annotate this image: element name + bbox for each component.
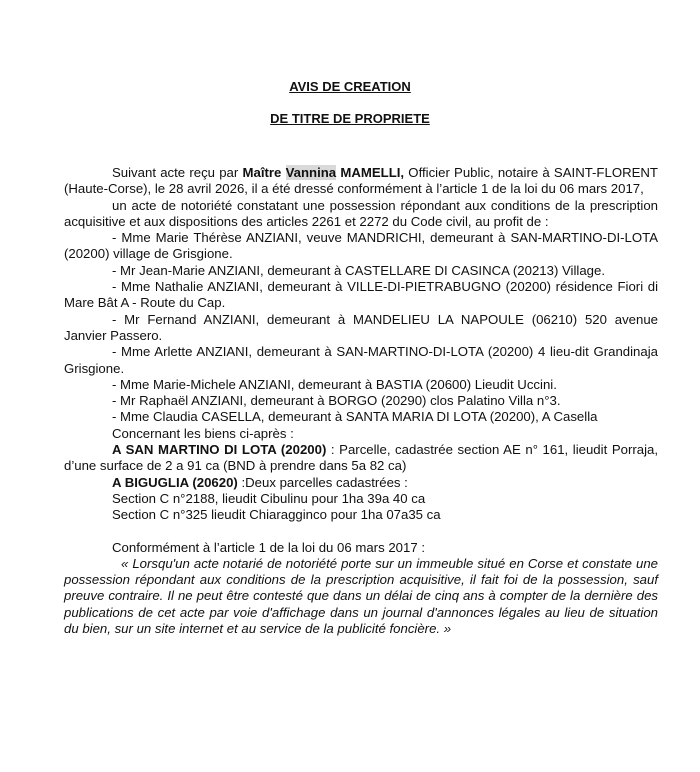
intro-paragraph xyxy=(64,165,658,198)
property-place: A SAN MARTINO DI LOTA (20200) xyxy=(112,442,327,458)
notice-body xyxy=(64,165,658,637)
notary-last-name: MAMELLI xyxy=(336,165,401,180)
intro-rest: Officier Public, notaire à SAINT-FLORENT (Haute-Corse), le 28 avril 2026, il a été dressé conformément à l’article 1 de la loi du 06 mars 2017, xyxy=(64,165,658,197)
beneficiary-item: - Mr Raphaël ANZIANI, demeurant à BORGO (20290) clos Palatino Villa n°3. xyxy=(112,393,561,409)
biens-intro: Concernant les biens ci-après : xyxy=(112,425,294,441)
property-biguglia xyxy=(64,475,658,491)
intro-lead: Suivant acte reçu par xyxy=(112,165,243,180)
beneficiary-item: - Mme Nathalie ANZIANI, demeurant à VILLE-DI-PIETRABUGNO (20200) résidence Fiori di Mare Bât A - Route du Cap. xyxy=(64,279,658,311)
beneficiary-item: - Mme Marie-Michele ANZIANI, demeurant à BASTIA (20600) Lieudit Uccini. xyxy=(112,376,557,392)
beneficiary-item: - Mr Fernand ANZIANI, demeurant à MANDELIEU LA NAPOULE (06210) 520 avenue Janvier Passero. xyxy=(64,311,658,343)
property-san-martino xyxy=(64,442,658,475)
notary-first-name: Vannina xyxy=(285,165,337,180)
notary-title: Maître xyxy=(242,165,286,180)
notice-subtitle: DE TITRE DE PROPRIETE xyxy=(270,111,430,126)
notary-comma: , xyxy=(400,165,405,180)
law-quote: « Lorsqu'un acte notarié de notoriété porte sur un immeuble situé en Corse et constate une possession répondant aux conditions de la prescription acquisitive, il fait foi de la possession, sauf preuve contraire. Il ne peut être contesté que dans un délai de cinq ans à compter de la dernière des publications de cet acte par voie d'affichage dans un journal d'annonces légales au lieu de situation du bien, sur un site internet et au service de la publicité foncière. » xyxy=(64,555,658,637)
conformement-line: Conformément à l’article 1 de la loi du 06 mars 2017 : xyxy=(112,539,425,555)
parcel-item: Section C n°325 lieudit Chiaragginco pour 1ha 07a35 ca xyxy=(112,507,441,523)
beneficiary-item: - Mme Claudia CASELLA, demeurant à SANTA MARIA DI LOTA (20200), A Casella xyxy=(112,409,598,425)
acte-paragraph: un acte de notoriété constatant une possession répondant aux conditions de la prescription acquisitive et aux dispositions des articles 2261 et 2272 du Code civil, au profit de : xyxy=(64,197,658,229)
beneficiary-item: - Mme Arlette ANZIANI, demeurant à SAN-MARTINO-DI-LOTA (20200) 4 lieu-dit Grandinaja Grisgione. xyxy=(64,344,658,376)
property-description: :Deux parcelles cadastrées : xyxy=(237,474,408,490)
spacer xyxy=(64,524,658,540)
beneficiary-item: - Mme Marie Thérèse ANZIANI, veuve MANDRICHI, demeurant à SAN-MARTINO-DI-LOTA (20200) village de Grisgione. xyxy=(64,230,658,262)
property-place: A BIGUGLIA (20620) xyxy=(112,474,238,490)
notice-title: AVIS DE CREATION xyxy=(289,79,411,94)
beneficiary-item: - Mr Jean-Marie ANZIANI, demeurant à CASTELLARE DI CASINCA (20213) Village. xyxy=(112,262,606,278)
parcel-item: Section C n°2188, lieudit Cibulinu pour 1ha 39a 40 ca xyxy=(112,490,426,506)
property-description: : Parcelle, cadastrée section AE n° 161, lieudit Porraja, d’une surface de 2 a 91 ca (BND à prendre dans 5a 82 ca) xyxy=(64,442,658,474)
